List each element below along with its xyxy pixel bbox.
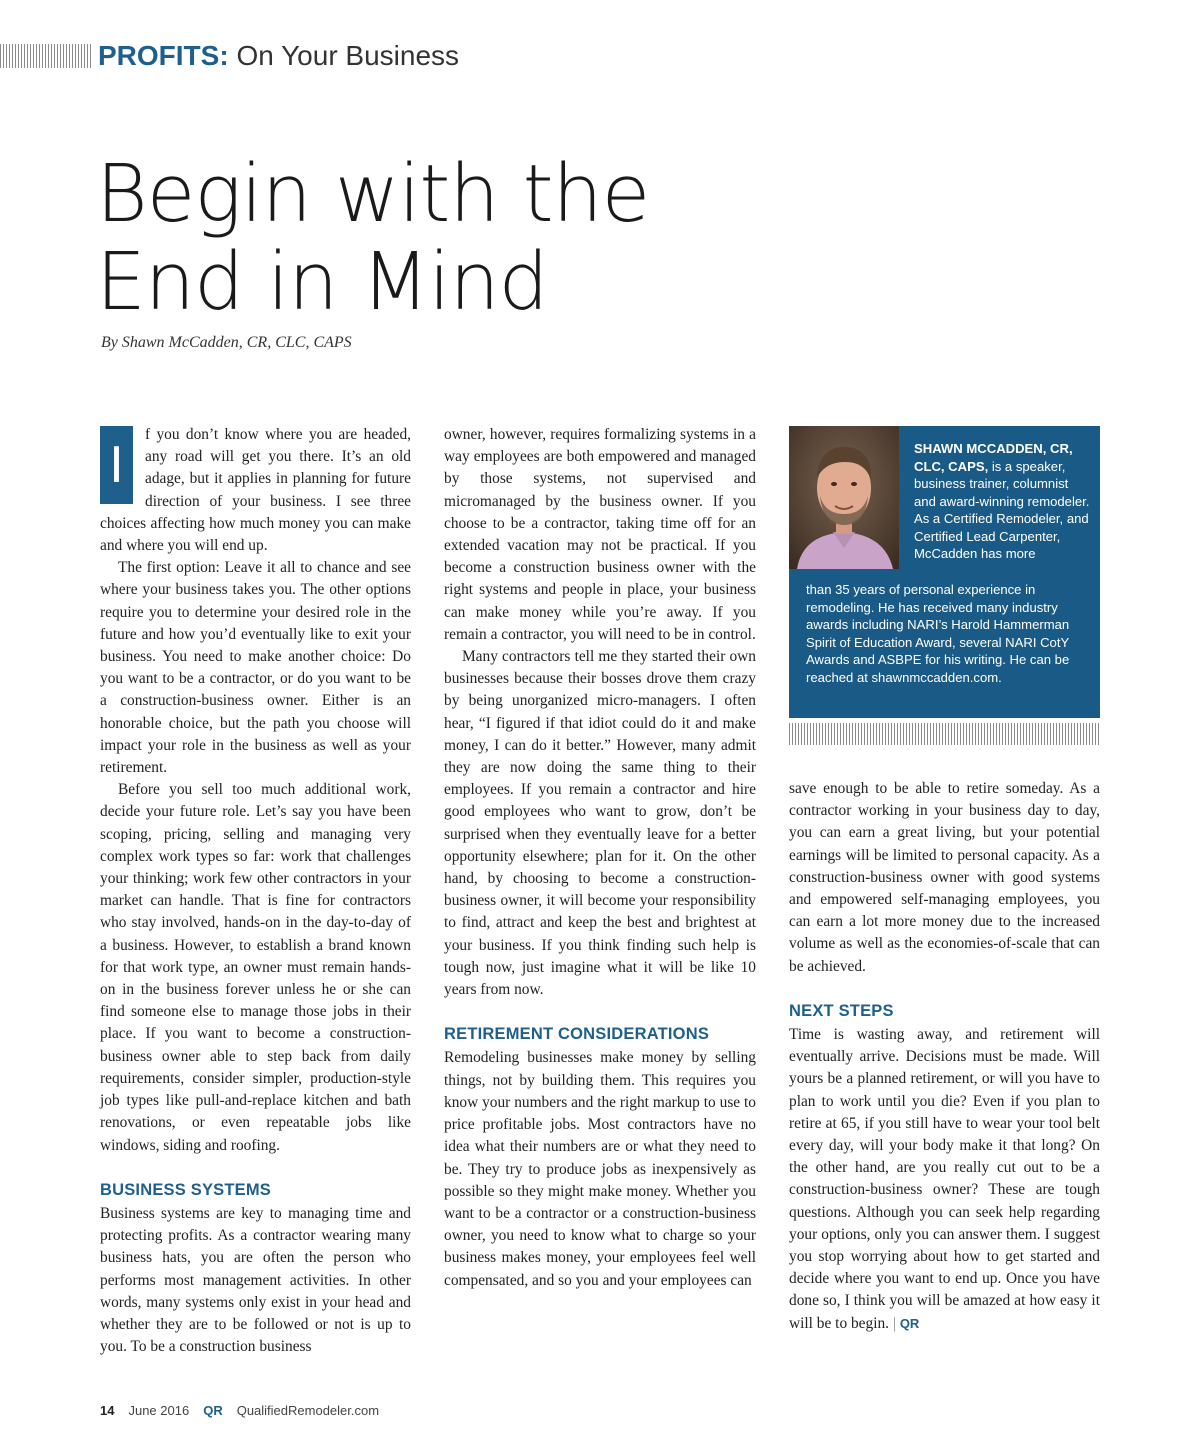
issue-date: June 2016	[128, 1403, 190, 1418]
bio-hatch-decoration	[789, 723, 1100, 745]
section-header	[98, 38, 459, 74]
paragraph: f you don’t know where you are headed, any road will get you there. It’s an old adage, but it applies in planning for future direction of your business. I see three choices affecting how much money you can make and where you will end up.	[100, 426, 411, 555]
paragraph	[789, 1024, 1100, 1335]
subheading-business-systems: BUSINESS SYSTEMS	[100, 1180, 271, 1199]
section-label: PROFITS:	[98, 40, 229, 71]
bio-name: SHAWN MCCADDEN, CR, CLC, CAPS,	[914, 441, 1073, 474]
paragraph: Many contractors tell me they started their own businesses because their bosses drove them crazy by being unorganized micro-managers. I often hear, “I figured if that idiot could do it and make money, I can do it better.” However, many admit they are now doing the same thing to their employees. If you remain a contractor and hire good employees who want to grow, don’t be surprised when they eventually leave for a better opportunity elsewhere; plan for it. On the other hand, by choosing to become a construction-business owner, it will become your responsibility to find, attract and keep the best and brightest at your business. If you think finding such help is tough now, just imagine what it will be like 10 years from now.	[444, 648, 756, 999]
end-mark: QR	[899, 1315, 920, 1331]
column-2	[444, 424, 756, 1292]
title-line-1: Begin with the	[96, 148, 650, 240]
bio-text-top	[914, 440, 1092, 563]
section-sublabel: On Your Business	[228, 40, 460, 71]
end-separator: |	[889, 1314, 900, 1332]
subheading-retirement: RETIREMENT CONSIDERATIONS	[444, 1025, 710, 1044]
website-link[interactable]: QualifiedRemodeler.com	[236, 1403, 380, 1418]
paragraph-text: Time is wasting away, and retirement will eventually arrive. Decisions must be made. Will yours be a planned retirement, or will you have to plan to work until you die? Even if you plan to retire at 65, if you still have to wear your tool belt every day, will your body make it that long? On the other hand, are you really cut out to be a construction-business owner? These are tough questions. Although you can seek help regarding your options, only you can answer them. I suggest you stop worrying about how to get started and decide where you want to end up. Once you have done so, I think you will be amazed at how easy it will be to begin.	[789, 1026, 1100, 1332]
author-photo	[789, 426, 899, 569]
author-bio-box	[789, 426, 1100, 718]
article-title	[96, 150, 649, 326]
column-3	[789, 778, 1100, 1335]
page-number: 14	[100, 1403, 115, 1418]
drop-cap: I	[100, 426, 133, 504]
title-line-2: End in Mind	[96, 236, 548, 328]
page-footer	[100, 1403, 379, 1418]
byline: By Shawn McCadden, CR, CLC, CAPS	[101, 334, 352, 351]
paragraph: owner, however, requires formalizing systems in a way employees are both empowered and managed by those systems, not supervised and micromanaged by the business owner. If you choose to be a contractor, taking time off for an extended vacation may not be practical. If you become a construction business owner with the right systems and people in place, your business can make money while you’re away. If you remain a contractor, you will need to be in control.	[444, 426, 756, 643]
header-hatch-decoration	[0, 44, 92, 68]
bio-intro: is a speaker, business trainer, columnist and award-winning remodeler. As a Certified Remodeler, and Certified Lead Carpenter, McCadden has more	[914, 458, 1090, 561]
subheading-next-steps: NEXT STEPS	[789, 1001, 894, 1020]
column-1	[100, 424, 411, 1358]
paragraph: save enough to be able to retire someday. As a contractor working in your business day to day, you can earn a great living, but your potential earnings will be limited to personal capacity. As a construction-business owner with good systems and empowered self-managing employees, you can earn a lot more money due to the increased volume as well as the economies-of-scale that can be achieved.	[789, 780, 1100, 975]
bio-text-bottom: than 35 years of personal experience in remodeling. He has received many industry awards including NARI’s Harold Hammerman Spirit of Education Award, several NARI CotY Awards and ASBPE for his writing. He can be reached at shawnmccadden.com.	[806, 582, 1070, 685]
paragraph: Business systems are key to managing time and protecting profits. As a contractor wearing many business hats, you are often the person who performs most management activities. In other words, many systems only exist in your head and whether they are to be followed or not is up to you. To be a construction business	[100, 1204, 411, 1356]
paragraph: Remodeling businesses make money by selling things, not by building them. This requires you know your numbers and the right markup to use to price profitable jobs. Most contractors have no idea what their numbers are or what they need to be. They try to produce jobs as inexpensively as possible so they might make money. Whether you want to be a contractor or a construction-business owner, you need to know what to charge so your business makes money, your employees feel well compensated, and so you and your employees can	[444, 1049, 756, 1289]
brand-logo: QR	[203, 1403, 223, 1418]
paragraph: The first option: Leave it all to chance and see where your business takes you. The other options require you to determine your desired role in the future and how you’d eventually like to exit your business. You need to make another choice: Do you want to be a contractor, or do you want to be a construction-business owner. Either is an honorable choice, but the path you choose will impact your role in the business as well as your retirement.	[100, 559, 411, 777]
paragraph: Before you sell too much additional work, decide your future role. Let’s say you have been scoping, pricing, selling and managing very complex work types so far: work that challenges your thinking; work few other contractors in your market can handle. That is fine for contractors who stay involved, hands-on in the day-to-day of a business. However, to establish a brand known for that work type, an owner must remain hands-on in the business forever unless he or she can find someone else to manage those jobs in their place. If you want to become a construction-business owner able to step back from daily requirements, consider simpler, production-style job types like pull-and-replace kitchen and bath renovations, or even repeatable jobs like windows, siding and roofing.	[100, 781, 411, 1154]
